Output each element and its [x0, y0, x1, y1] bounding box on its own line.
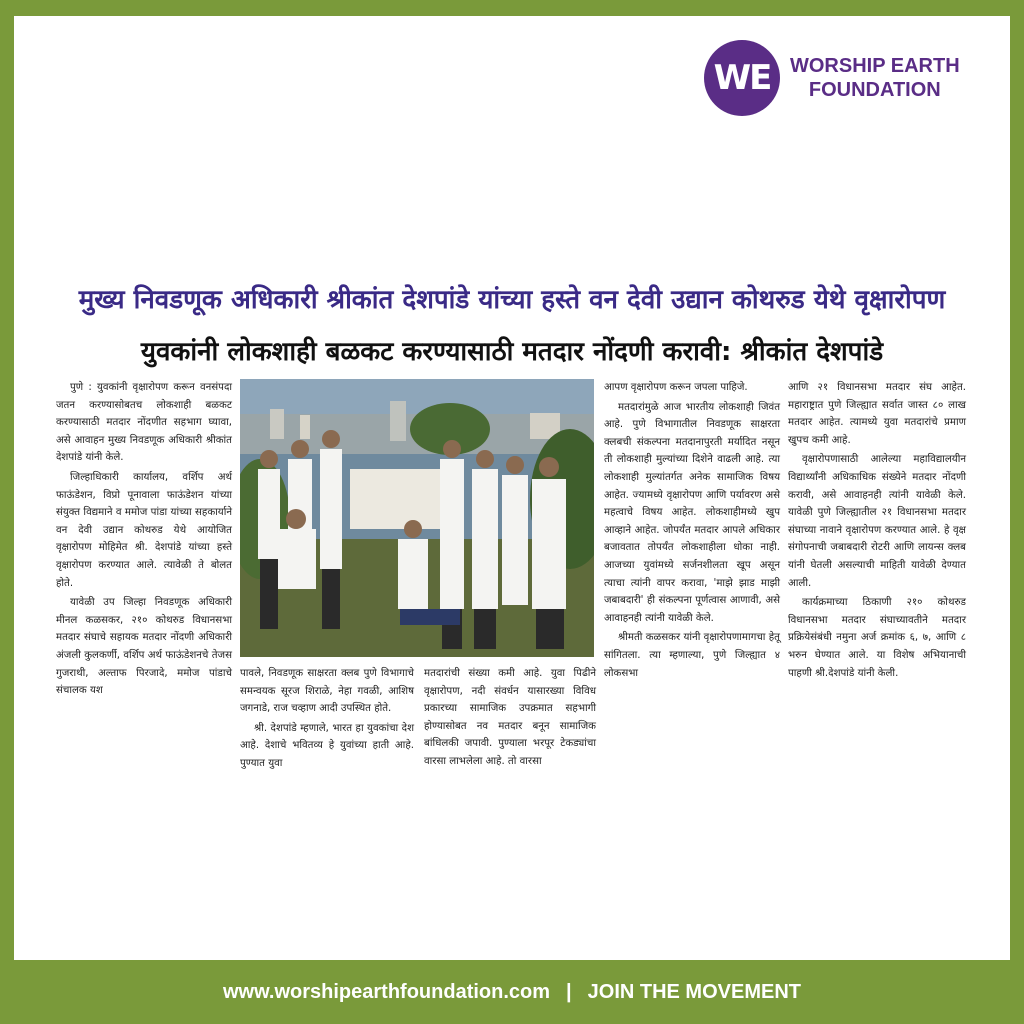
column-paragraph: श्री. देशपांडे म्हणाले, भारत हा युवकांचा देश आहे. देशाचे भवितव्य हे युवांच्या हाती आहे. पुण्यात युवा — [240, 722, 414, 769]
article-column-4 — [604, 379, 780, 684]
footer-website-link[interactable]: www.worshipearthfoundation.com — [222, 980, 551, 1003]
footer-bar — [0, 960, 1024, 1024]
brand-name — [790, 54, 960, 102]
column-paragraph: पावले, निवडणूक साक्षरता क्लब पुणे विभागाचे समन्वयक सूरज शिराळे, नेहा गवळी, आशिष जगनाडे, राज चव्हाण आदी उपस्थित होते. — [240, 668, 414, 715]
column-paragraph: कार्यक्रमाच्या ठिकाणी २१० कोथरुड विधानसभा मतदार संघाच्यावतीने मतदार प्रक्रियेसंबंधी नमुना अर्ज क्रमांक ६, ७, आणि ८ भरुन घेण्यात आले. या विशेष अभियानाची पाहणी श्री.देशपांडे यांनी केली. — [788, 597, 966, 679]
footer-cta[interactable]: JOIN THE MOVEMENT — [587, 980, 801, 1003]
column-paragraph: यावेळी उप जिल्हा निवडणूक अधिकारी मीनल कळसकर, २१० कोथरुड विधानसभा मतदार संघाचे सहायक मतदार नोंदणी अधिकारी अंजली कुलकर्णी, वर्शिप अर्थ फाऊंडेशनचे तेजस गुजराथी, अल्ताफ पिरजादे, ममोज पांडाचे संचालक यश — [56, 597, 232, 697]
column-paragraph: मतदारांची संख्या कमी आहे. युवा पिढीने वृक्षारोपण, नदी संवर्धन यासारख्या विविध प्रकारच्या सामाजिक उपक्रमात सहभागी होण्यासोबत नव मतदार बनून सामाजिक बांधिलकी जपावी. पुण्याला भरपूर टेकड्यांचा वारसा लाभलेला आहे. तो वारसा — [424, 668, 596, 767]
news-photo — [240, 379, 594, 657]
article-headline: मुख्य निवडणूक अधिकारी श्रीकांत देशपांडे यांच्या हस्ते वन देवी उद्यान कोथरुड येथे वृक्षारोपण — [78, 285, 946, 315]
footer-separator: | — [566, 980, 572, 1003]
column-paragraph: मतदारांमुळे आज भारतीय लोकशाही जिवंत आहे. पुणे विभागातील निवडणूक साक्षरता क्लबची संकल्पना मतदानापुरती मर्यादित नसून ती लोकशाही मुल्यांच्या दिशेने वाढली आहे. त्या लोकशाही मुल्यांतर्गत अनेक सामाजिक विषय आहेत. ज्यामध्ये वृक्षारोपण आणि पर्यावरण असे महत्वाचे विषय आहेत. लोकशाहीमध्ये खुप आव्हाने आहेत. जोपर्यंत मतदार आपले अधिकार बजावतात तोपर्यंत लोकशाहीला धोका नाही. आजच्या युवांमध्ये सर्जनशीलता खूप असून त्याचा त्यांनी वापर करावा, 'माझे झाड माझी जबाबदारी' ही संकल्पना पूर्णत्वास आणावी, असे आवाहनही त्यांनी यावेळी केले. — [604, 401, 780, 624]
brand-logo — [704, 38, 994, 118]
article-column-3 — [424, 665, 596, 773]
brand-name-line1: WORSHIP EARTH — [790, 55, 960, 77]
column-paragraph: जिल्हाधिकारी कार्यालय, वर्शिप अर्थ फाऊंडेशन, विप्रो पूनावाला फाऊंडेशन यांच्या संयुक्त विद्यमाने व ममोज पांडा यांच्या सहकार्याने वन देवी उद्यान कोथरुड येथे आयोजित वृक्षारोपण मोहिमेत श्री. देशपांडे यांच्या हस्ते वृक्षारोपण करण्यात आले. त्यावेळी ते बोलत होते. — [56, 471, 232, 589]
article-column-2 — [240, 665, 414, 775]
article-column-5 — [788, 379, 966, 684]
column-paragraph: आपण वृक्षारोपण करून जपला पाहिजे. — [604, 382, 748, 393]
article-column-1 — [56, 379, 232, 702]
article-subheadline: युवकांनी लोकशाही बळकट करण्यासाठी मतदार नोंदणी करावी: श्रीकांत देशपांडे — [140, 337, 884, 367]
brand-name-line2: FOUNDATION — [808, 79, 941, 101]
column-paragraph: वृक्षारोपणासाठी आलेल्या महाविद्यालयीन विद्यार्थ्यांनी अधिकाधिक संख्येने मतदार नोंदणी करावी, असे आवाहनही त्यांनी यावेळी केले. यावेळी पुणे जिल्ह्यातील २१ विधानसभा मतदार संघाच्या नावाने वृक्षारोपण करण्यात आले. हे वृक्ष संगोपनाची जबाबदारी रोटरी आणि लायन्स क्लब यांनी घेतली असल्याची माहिती यावेळी देण्यात आली. — [788, 454, 966, 589]
worship-earth-logo-icon: WE — [704, 40, 780, 116]
column-paragraph: आणि २१ विधानसभा मतदार संघ आहेत. महाराष्ट्रात पुणे जिल्ह्यात सर्वात जास्त ८० लाख मतदार आहेत. त्यामध्ये युवा मतदारांचे प्रमाण खुपच कमी आहे. — [788, 382, 966, 446]
column-paragraph: श्रीमती कळसकर यांनी वृक्षारोपणामागचा हेतू सांगितला. त्या म्हणाल्या, पुणे जिल्ह्यात ४ लोकसभा — [604, 632, 780, 679]
column-paragraph: पुणे : युवकांनी वृक्षारोपण करून वनसंपदा जतन करण्यासोबतच लोकशाही बळकट करण्यासाठी मतदार नोंदणीत सहभाग घ्यावा, असे आवाहन मुख्य निवडणूक अधिकारी श्रीकांत देशपांडे यांनी केले. — [56, 382, 232, 464]
